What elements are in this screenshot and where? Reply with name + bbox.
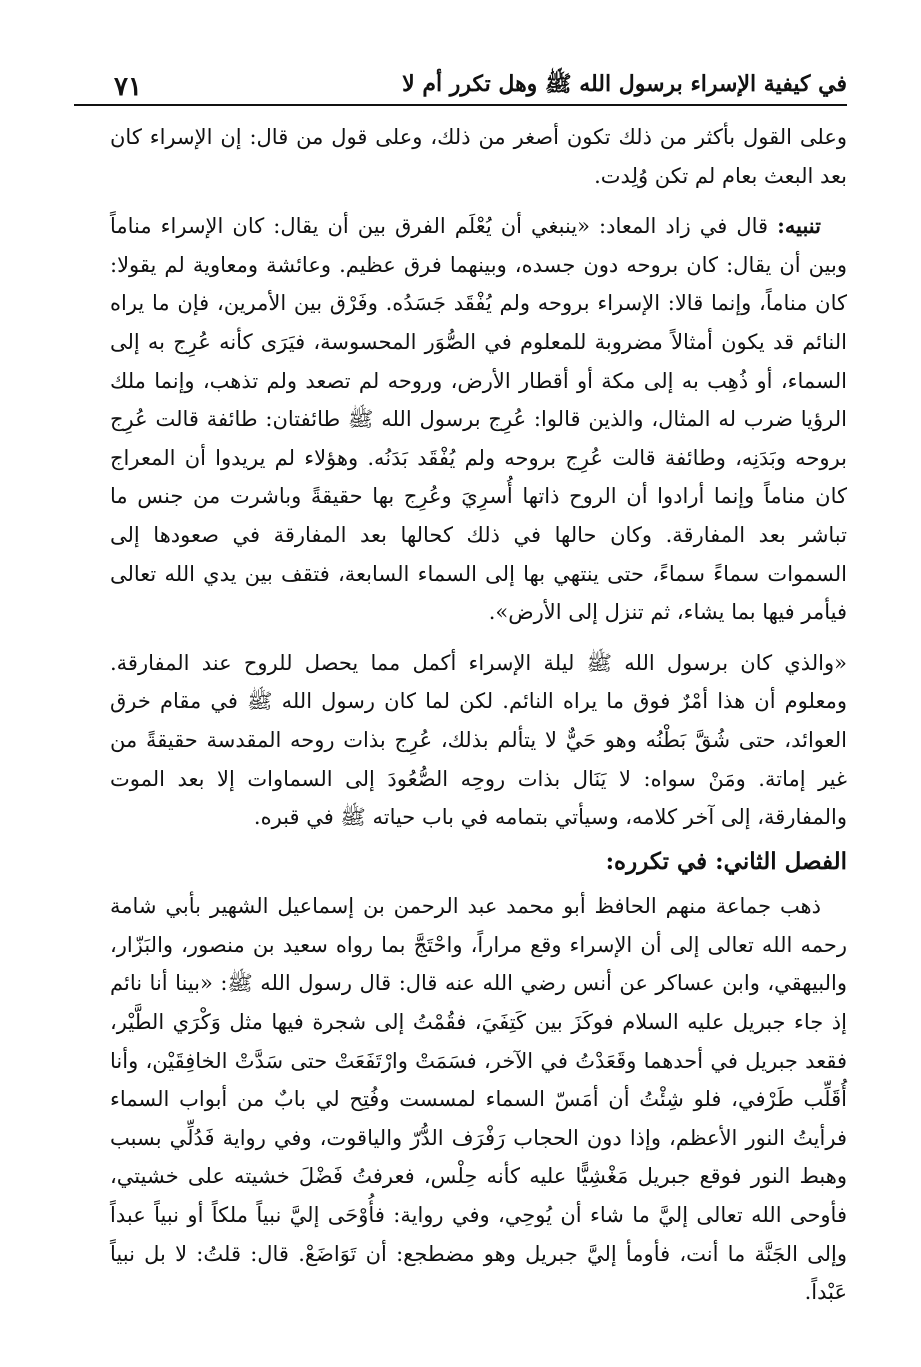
header-title: في كيفية الإسراء برسول الله ﷺ وهل تكرر أم لا — [402, 71, 847, 97]
running-header — [114, 52, 847, 102]
section-title: الفصل الثاني: في تكرره: — [605, 847, 847, 875]
paragraph-note — [110, 207, 847, 632]
note-label: تنبيه: — [777, 213, 821, 239]
note-text: قال في زاد المعاد: «ينبغي أن يُعْلَم الفرق بين أن يقال: كان الإسراء مناماً وبين أن يقال: كان بروحه دون جسده، وبينهما فرق عظيم. وعائشة ومعاوية لم يقولا: كان مناماً، وإنما قالا: الإسراء بروحه ولم يُفْقَد جَسَدُه. وفَرْق بين الأمرين، فإن ما يراه النائم قد يكون أمثالاً مضروبة للمعلوم في الصُّوَر المحسوسة، فيَرَى كأنه عُرِج به إلى السماء، أو ذُهِب به إلى مكة أو أقطار الأرض، وروحه لم تصعد ولم تذهب، وإنما ملك الرؤيا ضرب له المثال، والذين قالوا: عُرِج برسول الله ﷺ طائفتان: طائفة قالت عُرِج بروحه وبَدَنِه، وطائفة قالت عُرِج بروحه ولم يُفْقَد بَدَنُه. وهؤلاء لم يريدوا أن المعراج كان مناماً وإنما أرادوا أن الروح ذاتها أُسرِيَ وعُرِج بها حقيقةً وباشرت من جنس ما تباشر بعد المفارقة. وكان حالها في ذلك كحالها بعد المفارقة في صعودها إلى السموات سماءً سماءً، حتى ينتهي بها إلى السماء السابعة، فتقف بين يدي الله تعالى فيأمر فيها بما يشاء، ثم تنزل إلى الأرض». — [110, 214, 847, 625]
paragraph-1: وعلى القول بأكثر من ذلك تكون أصغر من ذلك، وعلى قول من قال: إن الإسراء كان بعد البعث بعام لم تكن وُلِدت. — [110, 125, 847, 188]
paragraph-3: «والذي كان برسول الله ﷺ ليلة الإسراء أكمل مما يحصل للروح عند المفارقة. ومعلوم أن هذا أمْرٌ فوق ما يراه النائم. لكن لما كان رسول الله ﷺ في مقام خرق العوائد، حتى شُقَّ بَطْنُه وهو حَيٌّ لا يتألم بذلك، عُرِج بذات روحه المقدسة حقيقةً من غير إماتة. ومَنْ سواه: لا يَنَال بذات روحِه الصُّعُودَ إلى السماوات إلا بعد الموت والمفارقة، إلى آخر كلامه، وسيأتي بتمامه في باب حياته ﷺ في قبره. — [110, 650, 847, 830]
paragraph-4: ذهب جماعة منهم الحافظ أبو محمد عبد الرحمن بن إسماعيل الشهير بأبي شامة رحمه الله تعالى إلى أن الإسراء وقع مراراً، واحْتَجَّ بما رواه سعيد بن منصور، والبَزّار، والبيهقي، وابن عساكر عن أنس رضي الله عنه قال: قال رسول الله ﷺ: «بينا أنا نائم إذ جاء جبريل عليه السلام فوكَزَ بين كَتِفَيَ، فقُمْتُ إلى شجرة فيها مثل وَكْرَي الطَّيْر، فقعد جبريل في أحدهما وقَعَدْتُ في الآخر، فسَمَتْ وارْتَفَعَتْ حتى سَدَّتْ الخافِقَيْن، وأنا أُقَلِّب طَرْفي، فلو شِئْتُ أن أمَسّ السماء لمسست وفُتِح لي بابٌ من أبواب السماء فرأيتُ النور الأعظم، وإذا دون الحجاب رَفْرَف الدُّرّ والياقوت، وفي رواية فَدُلِّي بسبب وهبط النور فوقع جبريل مَغْشِيًّا عليه كأنه حِلْس، فعرفتُ فَضْلَ خشيته على خشيتي، فأوحى الله تعالى إليَّ ما شاء أن يُوحِي، وفي رواية: فأُوْحَى إليَّ نبياً ملكاً أو نبياً عبداً وإلى الجَنَّة ما أنت، فأومأ إليَّ جبريل وهو مضطجع: أن تَوَاضَعْ. قال: قلتُ: لا بل نبياً عَبْداً. — [110, 894, 847, 1305]
page-body — [110, 118, 847, 1312]
page-number: ٧١ — [114, 72, 142, 102]
header-divider — [74, 104, 847, 106]
